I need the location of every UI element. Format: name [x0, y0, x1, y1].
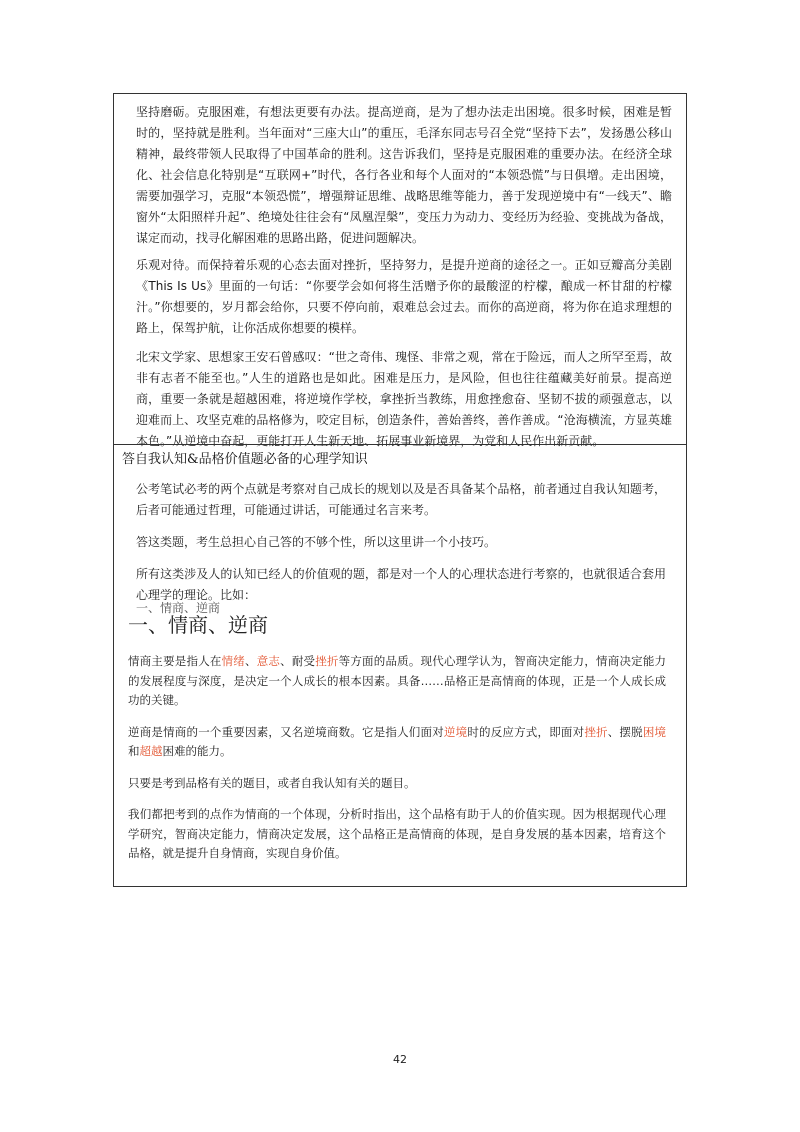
- paragraph-persistence: 坚持磨砺。克服困难，有想法更要有办法。提高逆商，是为了想办法走出困境。很多时候，困难是暂时的，坚持就是胜利。当年面对“三座大山”的重压，毛泽东同志号召全党“坚持下去”，发扬愚公移山精神，最终带领人民取得了中国革命的胜利。这告诉我们，坚持是克服困难的重要办法。在经济全球化、社会信息化特别是“互联网+”时代，各行各业和每个人面对的“本领恐慌”与日俱增。走出困境，需要加强学习，克服“本领恐慌”，增强辩证思维、战略思维等能力，善于发现逆境中有“一线天”、瞻窗外“太阳照样升起”、绝境处往往会有“凤凰涅槃”，变压力为动力、变经历为经验、变挑战为备战，谋定而动，找寻化解困难的思路出路，促进问题解决。: [136, 105, 672, 245]
- highlight-emotion: 情绪: [221, 654, 246, 668]
- text-run: 困难的能力。: [162, 744, 232, 758]
- content-box-resilience: [113, 93, 687, 448]
- clipped-text-line: 一、情商、逆商: [136, 601, 221, 615]
- text-run: 和: [128, 744, 140, 758]
- text-run: 逆商是情商的一个重要因素，又名逆境商数。它是指人们面对: [128, 724, 444, 739]
- eq-aq-section: [114, 640, 686, 864]
- highlight-will: 意志: [256, 654, 281, 668]
- highlight-frustration: 挫折: [315, 654, 339, 668]
- paragraph-wang-anshi: 北宋文学家、思想家王安石曾感叹：“世之奇伟、瑰怪、非常之观，常在于险远，而人之所罕至焉，故非有志者不能至也。”人生的道路也是如此。困难是压力，是风险，但也往往蕴藏美好前景。提高逆商，重要一条就是超越困难，将逆境作学校，拿挫折当教练，用愈挫愈奋、坚韧不拔的顽强意志，以迎难而上、攻坚克难的品格修为，咬定目标，创造条件，善始善终，善作善成。“沧海横流，方显英雄本色。”从逆境中奋起，更能打开人生新天地、拓展事业新境界，为党和人民作出新贡献。: [136, 350, 672, 448]
- text-run: 、耐受: [280, 654, 316, 668]
- paragraph-application: 只要是考到品格有关的题目，或者自我认知有关的题目。: [128, 775, 416, 790]
- paragraph-exam-points: 公考笔试必考的两个点就是考察对自己成长的规划以及是否具备某个品格，前者通过自我认知题考，后者可能通过哲理，可能通过讲话，可能通过名言来考。: [136, 482, 666, 517]
- paragraph-eq-definition: [128, 652, 666, 711]
- highlight-transcend: 超越: [139, 744, 163, 758]
- content-box-psychology: [113, 444, 687, 887]
- paragraph-optimism: 乐观对待。而保持着乐观的心态去面对挫折，坚持努力，是提升逆商的途径之一。正如豆瓣高分美剧《This Is Us》里面的一句话：“你要学会如何将生活赠予你的最酸涩的柠檬，酿成一杯甘甜的柠檬汁。”你想要的，岁月都会给你，只要不停向前，艰难总会过去。而你的高逆商，将为你在追求理想的路上，保驾护航，让你活成你想要的模样。: [136, 258, 672, 335]
- highlight-setback: 挫折: [584, 724, 608, 739]
- paragraph-tip: 答这类题，考生总担心自己答的不够个性，所以这里讲一个小技巧。: [136, 535, 497, 549]
- text-run: 等方面的品质。现代心理学认为，智商决定能力，情商决定能力的发展程度与深度，是决定一个人成长的根本因素。具备……品格正是高情商的体现，正是一个人成长成功的关键。: [128, 654, 667, 707]
- paragraph-theory: 所有这类涉及人的认知已经人的价值观的题，都是对一个人的心理状态进行考察的，也就很适合套用心理学的理论。比如：: [136, 567, 666, 602]
- highlight-adversity: 逆境: [443, 724, 468, 739]
- highlight-predicament: 困境: [642, 724, 667, 739]
- text-run: 时的反应方式，即面对: [467, 724, 585, 739]
- page-number: 42: [393, 1053, 407, 1066]
- text-run: 、摆脱: [607, 724, 643, 739]
- paragraph-analysis: 我们都把考到的点作为情商的一个体现，分析时指出，这个品格有助于人的价值实现。因为根据现代心理学研究，智商决定能力，情商决定发展，这个品格正是高情商的体现，是自身发展的基本因素，培育这个品格，就是提升自身情商，实现自身价值。: [128, 807, 666, 860]
- section-title: 答自我认知&品格价值题必备的心理学知识: [122, 452, 368, 467]
- heading-eq-aq: 一、情商、逆商: [128, 613, 268, 637]
- text-run: 、: [245, 654, 257, 668]
- paragraph-aq-definition: [128, 723, 666, 762]
- text-run: 情商主要是指人在: [128, 654, 222, 668]
